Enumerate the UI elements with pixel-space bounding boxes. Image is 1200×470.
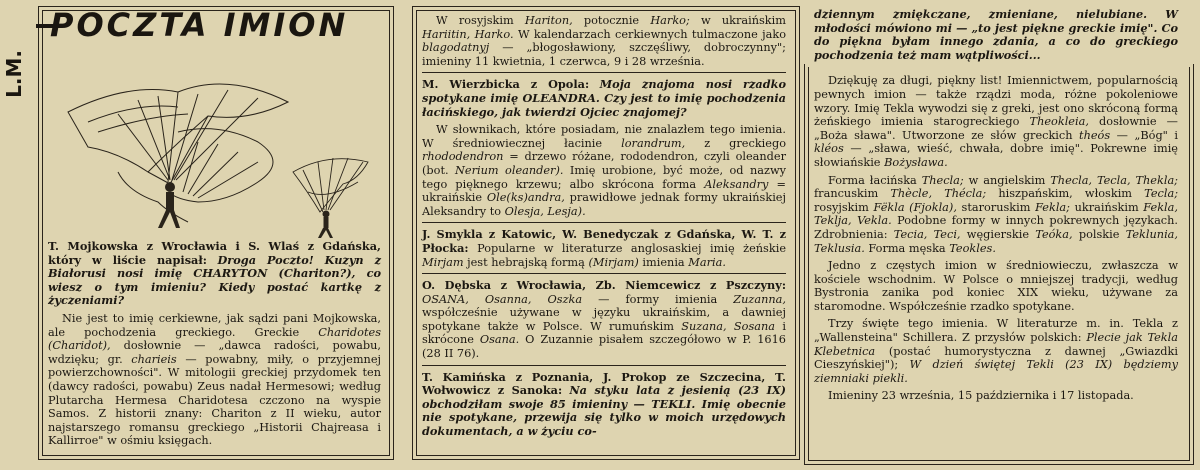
hang-glider-drawing-icon [58, 52, 378, 240]
answer-1-cont: W rosyjskim Hariton, potocznie Harko; w ukraińskim Hariitin, Harko. W kalendarzach cerkiewnych tulmaczone jako blagodatnyj — „błogosławiony, szczęśliwy, dobroczynny"; imieniny 11 kwietnia, 1 czerwca, 9 i 28 września. [422, 14, 786, 68]
glider-illustration [58, 52, 381, 240]
letter-3: J. Smykla z Katowic, W. Benedyczak z Gdańska, W. T. z Płocka: Popularne w literaturze anglosaskiej imię żeńskie Mirjam jest hebrajską formą (Mirjam) imienia Maria. [422, 227, 787, 269]
divider [422, 72, 786, 73]
letter-4: O. Dębska z Wrocławia, Zb. Niemcewicz z Pszczyny: OSANA, Osanna, Oszka — formy imienia Zuzanna, współcześnie używane w języku ukraińskim, a dawniej spotykane także w Polsce. W rumuńskim Suzana, Sosana i skrócone Osana. O Zuzannie pisałem szczegółowo w P. 1616 (28 II 76). [422, 278, 786, 361]
answer-1: Nie jest to imię cerkiewne, jak sądzi pani Mojkowska, ale pochodzenia greckiego. Greckie Charidotes (Charidot), dosłownie — „dawca radości, powabu, wdzięku; gr. charieis — powabny, miły, o przyjemnej powierzchowności". W mitologii greckiej przydomek ten (dawcy radości, powabu) Zeus nadał Hermesowi; według Plutarcha Hermesa Charidotesa czczono na wyspie Samos. Z historii znany: Chariton z II wieku, autor najstarszego romansu greckiego „Historii Chajreasa i Kallirroe" w ośmiu księgach. [48, 311, 382, 448]
divider [422, 222, 786, 223]
answer-5-p5: Imieniny 23 września, 15 października i 17 listopada. [828, 389, 1134, 403]
divider [422, 273, 786, 274]
column-3 [814, 8, 1178, 407]
answer-2: W słownikach, które posiadam, nie znalazłem tego imienia. W średniowiecznej łacinie lorandrum, z greckiego rhododendron = drzewo różane, rododendron, czyli oleander (bot. Nerium oleander). Imię urobione, być może, od nazwy tego pięknego krzewu; albo skrócona forma Aleksandry = ukraińskie Ole(ks)andra, prawidłowe jednak formy ukraińskiej Aleksandry to Olesja, Lesja). [422, 123, 786, 218]
column-2 [422, 14, 786, 443]
author-initials: L.M. [2, 50, 26, 98]
divider [422, 365, 786, 366]
letter-1-senders: T. Mojkowska z Wrocławia i S. Wlaś z Gdańska, który w liście napisał: [48, 239, 381, 267]
letter-5: T. Kamińska z Poznania, J. Prokop ze Szczecina, T. Wołwowicz z Sanoka: Na styku lata z jesienią (23 IX) obchodziłam swoje 85 imieniny — TEKLI. Imię obecnie nie spotykane, przewija się tylko w moich urzędowych dokumentach, a w życiu co- [422, 369, 787, 439]
page-title: POCZTA IMION [50, 6, 349, 44]
letter-2: M. Wierzbicka z Opola: Moja znajoma nosi rzadko spotykane imię OLEANDRA. Czy jest to imię pochodzenia łacińskiego, jak twierdzi Ojciec znajomej? [422, 77, 786, 119]
letter-5-cont: dziennym zmiękczane, zmieniane, nielubiane. W młodości mówiono mi — „to jest piękne greckie imię". Co do piękna byłam innego zdania, a co do greckiego pochodzenia też mam wątpliwości... [814, 7, 1178, 62]
answer-5-p3: Jedno z częstych imion w średniowieczu, zwłaszcza w kościele wschodnim. W Polsce o mniejszej tradycji, według Bystronia zanika pod koniec XIX wieku, używane za staromodne. Współcześnie rzadko spotykane. [814, 259, 1178, 313]
column-1 [48, 52, 381, 452]
answer-5-p4: Trzy święte tego imienia. W literaturze m. in. Tekla z „Wallensteina" Schillera. Z przysłów polskich: Plecie jak Tekla Klebetnica (postać humorystyczna z dawnej „Gwiazdki Cieszyńskiej"); W dzień świętej Tekli (23 IX) będziemy ziemniaki piekli. [814, 317, 1179, 385]
answer-5-p2: Forma łacińska Thecla; w angielskim Thecla, Tecla, Thekla; francuskim Thècle, Thécla; hiszpańskim, włoskim Tecla; rosyjskim Fëkla (Fjokla), staroruskim Fekla; ukraińskim Fekla, Teklja, Vekla. Podobne formy w innych pokrewnych językach. Zdrobnienia: Tecia, Teci, węgierskie Teóka, polskie Teklunia, Teklusia. Forma męska Teokles. [814, 173, 1179, 255]
answer-5-p1: Dziękuję za długi, piękny list! Imiennictwem, popularnością pewnych imion — także rządzi moda, różne pokoleniowe wzory. Imię Tekla wywodzi się z greki, jest ono skróconą formą żeńskiego imienia starogreckiego Theokleia, dosłownie — „Boża sława". Utworzone ze słów greckich theós — „Bóg" i kléos — „sława, wieść, chwała, dobre imię". Pokrewne imię słowiańskie Bożysława. [814, 74, 1178, 169]
letter-1-quote: Droga Poczto! Kuzyn z Białorusi nosi imię CHARYTON (Chariton?), co wiesz o tym imieniu? Kiedy postać kartkę z życzeniami? [48, 252, 381, 308]
letter-1 [48, 240, 381, 308]
